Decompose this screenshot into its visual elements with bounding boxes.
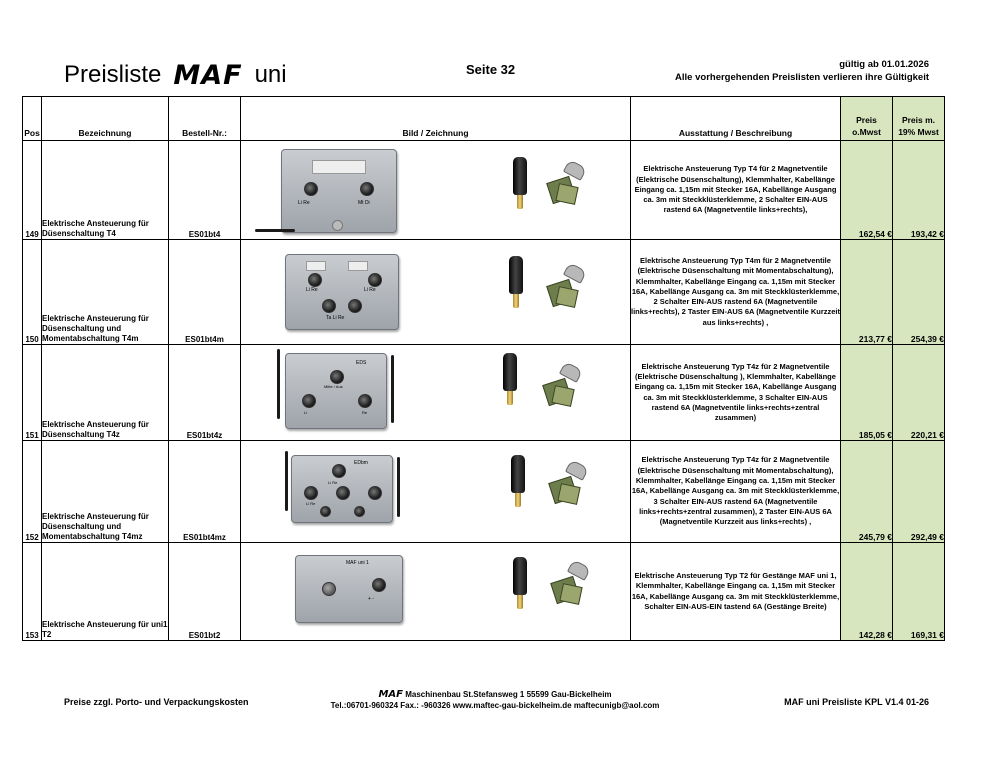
control-box-image: [281, 149, 397, 233]
plug-image: [511, 455, 525, 507]
row-description: Elektrische Ansteuerung Typ T4m für 2 Magnetventile (Elektrische Düsenschaltung mit Momentabschaltung), Klemmhalter, Kabellänge Eingang ca. 1,15m mit Stecker 16A, Kabellänge Ausgang ca. 3m mit Steckklüsterklemme, 2 Schalter EIN-AUS rastend 6A (Magnetventile links+rechts), 2 Taster EIN-AUS 6A (Magnetventile Kurzzeit aus links+rechts) ,: [631, 240, 841, 345]
row-pos: 151: [23, 345, 42, 441]
box-label: Li Re: [306, 501, 316, 506]
clamp-image: [539, 365, 581, 407]
control-box-image: [285, 353, 387, 429]
title-prefix: Preisliste: [64, 61, 162, 88]
row-pos: 150: [23, 240, 42, 345]
row-price-net: 213,77 €: [841, 240, 893, 345]
page-number: Seite 32: [466, 62, 516, 77]
clamp-image: [543, 266, 585, 308]
control-box-image: [285, 254, 399, 330]
header-pos: Pos: [23, 97, 42, 141]
header-order-number: Bestell-Nr.:: [169, 97, 241, 141]
row-name: Elektrische Ansteuerung für Düsenschaltung und Momentabschaltung T4mz: [42, 441, 169, 543]
row-price-gross: 193,42 €: [893, 141, 945, 240]
box-label: Li Re: [364, 287, 376, 293]
footer-company: [330, 689, 660, 711]
row-order-number: ES01bt4z: [169, 345, 241, 441]
header-price-gross: [893, 97, 945, 141]
row-name: Elektrische Ansteuerung für Düsenschaltung und Momentabschaltung T4m: [42, 240, 169, 345]
row-image: [241, 141, 631, 240]
plug-image: [503, 353, 517, 405]
clamp-image: [543, 163, 585, 205]
footer-shipping-note: Preise zzgl. Porto- und Verpackungskosten: [64, 697, 249, 707]
title-suffix: uni: [254, 61, 287, 88]
box-label: Li Re: [328, 480, 338, 485]
row-order-number: ES01bt4m: [169, 240, 241, 345]
box-label: Mitte / Aus: [324, 384, 343, 389]
row-price-gross: 220,21 €: [893, 345, 945, 441]
table-row: [23, 240, 945, 345]
box-label: MAF uni 1: [346, 560, 369, 566]
footer-company-line: [330, 689, 660, 700]
row-order-number: ES01bt4: [169, 141, 241, 240]
table-row: [23, 141, 945, 240]
footer-version: MAF uni Preisliste KPL V1.4 01-26: [784, 697, 929, 707]
box-label: Li Re: [306, 287, 318, 293]
validity-notice: [675, 58, 929, 84]
row-name: Elektrische Ansteuerung für Düsenschaltung T4: [42, 141, 169, 240]
clamp-image: [547, 563, 589, 605]
box-label: Li: [304, 410, 308, 415]
row-description: Elektrische Ansteuerung Typ T4 für 2 Magnetventile (Elektrische Düsenschaltung), Klemmhalter, Kabellänge Eingang ca. 1,15m mit Stecker 16A, Kabellänge Ausgang ca. 3m mit Steckklüsterklemme, 2 Schalter EIN-AUS rastend 6A (Magnetventile links+rechts),: [631, 141, 841, 240]
valid-from: gültig ab 01.01.2026: [839, 59, 929, 70]
row-description: Elektrische Ansteuerung Typ T2 für Gestänge MAF uni 1, Klemmhalter, Kabellänge Eingang ca. 1,15m mit Stecker 16A, Kabellänge Ausgang ca. 3m mit Steckklüsterklemme, Schalter EIN-AUS-EIN tastend 6A (Gestänge Breite): [631, 543, 841, 641]
header-price-gross-line2: 19% Mwst: [898, 127, 939, 137]
row-image: [241, 345, 631, 441]
row-price-net: 245,79 €: [841, 441, 893, 543]
table-row: [23, 345, 945, 441]
table-row: [23, 441, 945, 543]
page-title: [64, 58, 287, 92]
row-image: [241, 240, 631, 345]
row-price-gross: 254,39 €: [893, 240, 945, 345]
row-price-net: 162,54 €: [841, 141, 893, 240]
table-header-row: [23, 97, 945, 141]
maf-logo: MAF: [173, 59, 243, 91]
row-pos: 152: [23, 441, 42, 543]
header-price-gross-line1: Preis m.: [901, 115, 936, 125]
row-pos: 149: [23, 141, 42, 240]
header-name: Bezeichnung: [42, 97, 169, 141]
plug-image: [513, 157, 527, 209]
header-image: Bild / Zeichnung: [241, 97, 631, 141]
row-order-number: ES01bt4mz: [169, 441, 241, 543]
footer-address: Maschinenbau St.Stefansweg 1 55599 Gau-Bickelheim: [405, 690, 612, 699]
row-image: [241, 543, 631, 641]
footer-contact: Tel.:06701-960324 Fax.: -960326 www.maftec-gau-bickelheim.de maftecunigb@aol.com: [330, 701, 660, 710]
row-price-net: 185,05 €: [841, 345, 893, 441]
control-box-image: [295, 555, 403, 623]
box-label: Mt Di: [358, 200, 370, 206]
box-label: EDbm: [354, 460, 368, 466]
row-price-gross: 169,31 €: [893, 543, 945, 641]
box-label: EDS: [356, 360, 367, 366]
row-order-number: ES01bt2: [169, 543, 241, 641]
table-row: [23, 543, 945, 641]
header-price-net-line1: Preis: [856, 115, 877, 125]
row-description: Elektrische Ansteuerung Typ T4z für 2 Magnetventile (Elektrische Düsenschaltung mit Momentabschaltung), Klemmhalter, Kabellänge Eingang ca. 1,15m mit Stecker 16A, Kabellänge Ausgang ca. 3m mit Steckklüsterklemme, 3 Schalter EIN-AUS rastend 6A (Magnetventile links+rechts+zentral zusammen), 2 Taster EIN-AUS 6A (Magnetventile Kurzzeit aus links+rechts) ,: [631, 441, 841, 543]
row-pos: 153: [23, 543, 42, 641]
box-label: Re: [362, 410, 368, 415]
row-image: [241, 441, 631, 543]
clamp-image: [545, 463, 587, 505]
box-label: + -: [368, 596, 374, 602]
control-box-image: [291, 455, 393, 523]
price-table: [22, 96, 945, 641]
row-name: Elektrische Ansteuerung für Düsenschaltung T4z: [42, 345, 169, 441]
row-name: Elektrische Ansteuerung für uni1 T2: [42, 543, 169, 641]
row-price-net: 142,28 €: [841, 543, 893, 641]
plug-image: [513, 557, 527, 609]
box-label: Li Re: [298, 200, 310, 206]
plug-image: [509, 256, 523, 308]
header-price-net-line2: o.Mwst: [852, 127, 881, 137]
row-description: Elektrische Ansteuerung Typ T4z für 2 Magnetventile (Elektrische Düsenschaltung ), Klemmhalter, Kabellänge Eingang ca. 1,15m mit Stecker 16A, Kabellänge Ausgang ca. 3m mit Steckklüsterklemme, 3 Schalter EIN-AUS rastend 6A (Magnetventile links+rechts+zentral zusammen): [631, 345, 841, 441]
header-price-net: [841, 97, 893, 141]
header-description: Ausstattung / Beschreibung: [631, 97, 841, 141]
validity-text: Alle vorhergehenden Preislisten verlieren ihre Gültigkeit: [675, 72, 929, 83]
box-label: Ta Li Re: [326, 315, 345, 321]
row-price-gross: 292,49 €: [893, 441, 945, 543]
footer-maf-logo: MAF: [378, 689, 403, 700]
